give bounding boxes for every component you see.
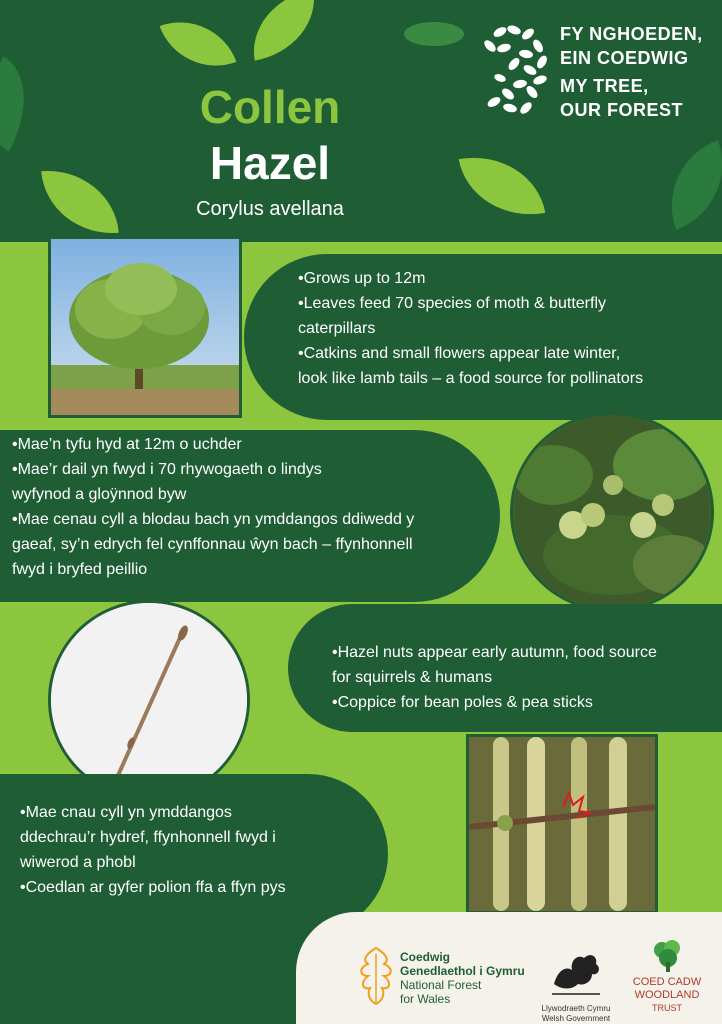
fact-line: gaeaf, sy’n edrych fel cynffonnau ŵyn bach – ffynhonnell bbox=[12, 536, 413, 553]
hazel-tree-image bbox=[51, 239, 239, 415]
my-tree-our-forest-logo bbox=[476, 20, 716, 130]
woodland-trust-tree-icon bbox=[650, 938, 684, 972]
fact-line: caterpillars bbox=[298, 320, 376, 337]
facts-welsh-2 bbox=[20, 800, 286, 900]
national-forest-wales-text bbox=[400, 950, 525, 1006]
logo-text-line1: FY NGHOEDEN, bbox=[560, 24, 703, 44]
welsh-government-text bbox=[534, 1004, 618, 1024]
fact-line: •Coedlan ar gyfer polion ffa a ffyn pys bbox=[20, 879, 286, 896]
hazel-nuts-image bbox=[513, 415, 711, 609]
latin-name: Corylus avellana bbox=[196, 198, 344, 220]
wt-line3: TRUST bbox=[652, 1003, 682, 1013]
wg-line1: Llywodraeth Cymru bbox=[541, 1004, 611, 1013]
logo-text-line4: OUR FOREST bbox=[560, 100, 684, 120]
facts-welsh-1 bbox=[12, 432, 414, 582]
leaf-decoration bbox=[244, 0, 323, 61]
logo-text-line3: MY TREE, bbox=[560, 76, 649, 96]
fact-line: for squirrels & humans bbox=[332, 669, 493, 686]
nfw-line4: for Wales bbox=[400, 992, 451, 1006]
fact-line: •Mae’n tyfu hyd at 12m o uchder bbox=[12, 436, 242, 453]
fact-line: wyfynod a gloÿnnod byw bbox=[12, 486, 187, 503]
hazel-catkins-image bbox=[469, 737, 655, 911]
hazel-twig-photo bbox=[48, 600, 250, 800]
nfw-line2: Genedlaethol i Gymru bbox=[400, 964, 525, 978]
hazel-twig-image bbox=[51, 603, 247, 797]
nfw-line3: National Forest bbox=[400, 978, 482, 992]
facts-english-2 bbox=[332, 640, 657, 715]
page-title-welsh: Collen bbox=[199, 81, 341, 133]
wg-line2: Welsh Government bbox=[541, 1014, 611, 1023]
oak-leaf-icon bbox=[356, 946, 396, 1006]
fact-line: look like lamb tails – a food source for pollinators bbox=[298, 370, 644, 387]
fact-line: •Mae cnau cyll yn ymddangos bbox=[20, 804, 232, 821]
hazel-catkins-photo bbox=[466, 734, 658, 914]
leaf-decoration bbox=[652, 140, 722, 230]
welsh-dragon-icon bbox=[548, 940, 604, 1000]
leaf-decoration bbox=[404, 22, 464, 46]
page-title-english: Hazel bbox=[209, 137, 331, 189]
fact-line: •Mae cenau cyll a blodau bach yn ymddangos ddiwedd y bbox=[12, 511, 415, 528]
leaf-tree-logo-icon bbox=[480, 24, 552, 120]
wt-line1: COED CADW bbox=[632, 976, 702, 988]
fact-line: wiwerod a phobl bbox=[20, 854, 136, 871]
fact-line: •Mae’r dail yn fwyd i 70 rhywogaeth o lindys bbox=[12, 461, 322, 478]
fact-line: •Coppice for bean poles & pea sticks bbox=[332, 694, 593, 711]
hazel-tree-photo bbox=[48, 236, 242, 418]
wt-line2: WOODLAND bbox=[634, 989, 700, 1001]
hazel-nuts-photo bbox=[510, 412, 714, 612]
fact-line: ddechrau’r hydref, ffynhonnell fwyd i bbox=[20, 829, 276, 846]
leaf-decoration bbox=[160, 6, 237, 83]
fact-line: •Hazel nuts appear early autumn, food source bbox=[332, 644, 657, 661]
fact-line: •Grows up to 12m bbox=[298, 270, 426, 287]
footer-sponsors bbox=[296, 912, 722, 1024]
nfw-line1: Coedwig bbox=[400, 950, 450, 964]
fact-line: fwyd i bryfed peillio bbox=[12, 561, 148, 578]
woodland-trust-text bbox=[624, 976, 710, 1015]
fact-line: •Catkins and small flowers appear late winter, bbox=[298, 345, 621, 362]
logo-text-line2: EIN COEDWIG bbox=[560, 48, 689, 68]
fact-line: •Leaves feed 70 species of moth & butterfly bbox=[298, 295, 606, 312]
facts-english-1 bbox=[298, 266, 643, 391]
